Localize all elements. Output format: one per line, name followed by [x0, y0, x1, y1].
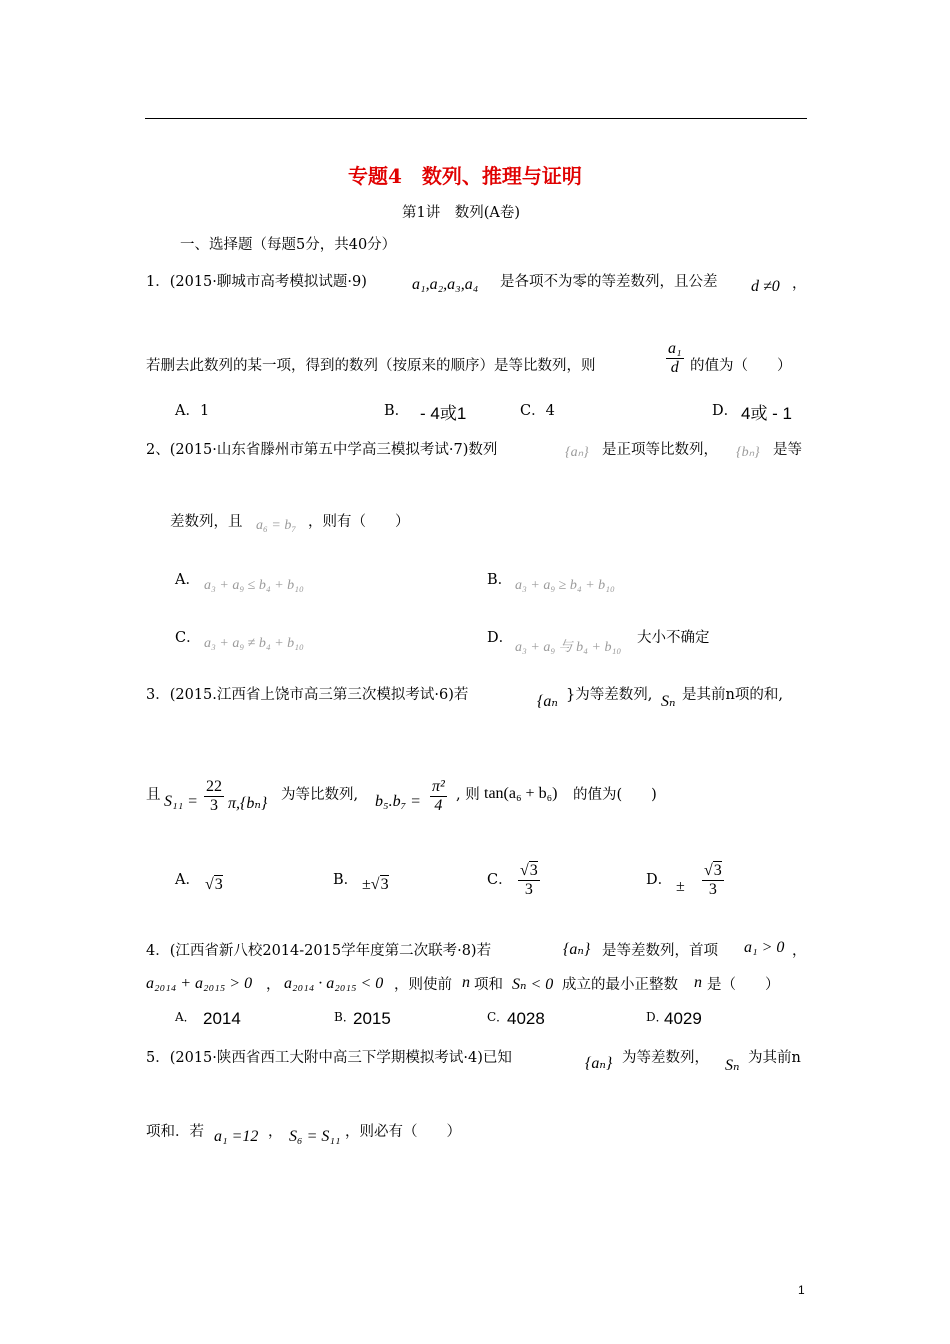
q1-line2-end: 的值为（ ） [690, 358, 792, 374]
q3-an: {aₙ [537, 693, 558, 710]
q4-n2: n [694, 974, 702, 991]
q2-option-a-label: A． [175, 572, 200, 588]
q1-option-a: A．1 [175, 403, 210, 419]
q3-tan: tan(a₆ + b₆) [484, 785, 558, 802]
q3-end: 的值为( ) [573, 787, 657, 803]
q5-sn: Sₙ [725, 1057, 740, 1074]
q3-fraction-1: $\frac{22}{3}$ [206, 778, 222, 814]
q3-line2a: 且 [146, 787, 161, 803]
q4-option-a-label: A． [175, 1010, 196, 1024]
q2-condition: a₆ = b₇ [256, 518, 297, 533]
q3-sn: Sₙ [661, 693, 676, 710]
q3-mid: 为等比数列, [281, 787, 359, 803]
q1-line2: 若删去此数列的某一项，得到的数列（按原来的顺序）是等比数列，则 [146, 358, 596, 374]
chapter-title: 专题4 数列、推理与证明 [348, 164, 582, 188]
header-rule [145, 118, 807, 119]
q2-option-d: a₃ + a₉ 与 b₄ + b₁₀ [515, 640, 622, 655]
section-heading: 一、选择题（每题5分，共40分） [180, 237, 397, 253]
q5-text1: 为等差数列， [622, 1050, 709, 1066]
q1-option-d-label: D． [712, 403, 739, 419]
q2-an: {aₙ} [565, 445, 589, 460]
q1-fraction: $\frac{\text{a₁}}{d}$ [668, 340, 682, 376]
q4-text1: 是等差数列，首项 [602, 943, 718, 959]
q5-line2c: ，则必有（ ） [345, 1124, 461, 1140]
q3-b5b7: b₅.b₇ = [375, 793, 421, 810]
q2-option-d-tail: 大小不确定 [637, 630, 710, 646]
lecture-title: 第1讲 数列(A卷) [402, 205, 521, 221]
q4-product: a₂₀₁₄ · a₂₀₁₅ < 0 [284, 975, 384, 992]
q3-text2: 是其前n项的和, [682, 687, 783, 703]
q3-option-c: $\frac{√3}{3}$ [520, 862, 538, 898]
q2-option-b-label: B． [487, 572, 513, 588]
q4-sep1: ， [266, 977, 281, 993]
q4-option-d-label: D． [646, 1010, 668, 1024]
q1-sequence: a₁,a₂,a₃,a₄ [412, 276, 479, 293]
q4-option-c: 4028 [507, 1009, 545, 1028]
q2-text2: 是等 [773, 442, 802, 458]
q5-s6-s11: S₆ = S₁₁ [289, 1128, 341, 1145]
q3-s11: S₁₁ = [164, 793, 198, 810]
q1-comma: ， [792, 276, 807, 292]
q3-option-d-label: D． [646, 872, 673, 888]
q4-source: 4．(江西省新八校2014-2015学年度第二次联考·8)若 [146, 943, 492, 959]
q3-option-a: √3 [205, 876, 223, 893]
q5-source: 5．(2015·陕西省西工大附中高三下学期模拟考试·4)已知 [146, 1050, 512, 1066]
q4-c1: ， [792, 943, 807, 959]
q3-option-a-label: A． [175, 872, 200, 888]
q1-option-b-label: B． [384, 403, 410, 419]
q4-an: {aₙ} [563, 941, 591, 958]
q5-a1: a₁ =12 [214, 1128, 259, 1145]
q4-option-d: 4029 [664, 1009, 702, 1028]
q3-option-c-label: C． [487, 872, 513, 888]
q3-s11-tail: π,{bₙ} [228, 795, 268, 812]
q5-text2: 为其前n [748, 1050, 801, 1066]
q4-n1: n [462, 974, 470, 991]
q3-then: , 则 [456, 787, 480, 803]
q2-option-b: a₃ + a₉ ≥ b₄ + b₁₀ [515, 578, 615, 593]
q1-source: 1．(2015·聊城市高考模拟试题·9) [146, 274, 367, 290]
q2-option-a: a₃ + a₉ ≤ b₄ + b₁₀ [204, 578, 304, 593]
q3-source: 3．(2015.江西省上饶市高三第三次模拟考试·6)若 [146, 687, 469, 703]
q5-sep: ， [268, 1124, 283, 1140]
q4-option-b-label: B． [334, 1010, 355, 1024]
q4-option-b: 2015 [353, 1009, 391, 1028]
q1-text: 是各项不为零的等差数列，且公差 [500, 274, 718, 290]
q2-line2a: 差数列，且 [170, 514, 243, 530]
q3-text1: }为等差数列, [566, 687, 653, 703]
q2-text1: 是正项等比数列， [602, 442, 718, 458]
q4-text4: 成立的最小正整数 [562, 977, 678, 993]
q2-line2b: ，则有（ ） [308, 514, 410, 530]
q4-text3: 项和 [474, 977, 503, 993]
q2-option-c: a₃ + a₉ ≠ b₄ + b₁₀ [204, 636, 304, 651]
q2-option-d-label: D． [487, 630, 514, 646]
q4-sum: a₂₀₁₄ + a₂₀₁₅ > 0 [146, 975, 253, 992]
q3-option-b-label: B． [333, 872, 359, 888]
q3-option-d-sign: ± [676, 878, 685, 895]
q4-option-a: 2014 [203, 1009, 241, 1028]
q5-an: {aₙ} [585, 1055, 613, 1072]
q5-line2a: 项和．若 [146, 1124, 204, 1140]
q2-source: 2、(2015·山东省滕州市第五中学高三模拟考试·7)数列 [146, 442, 498, 458]
q4-sn: Sₙ < 0 [512, 976, 554, 993]
q4-a1: a₁ > 0 [744, 939, 785, 956]
q4-text2: ，则使前 [394, 977, 452, 993]
q1-option-c: C．4 [520, 403, 555, 419]
q3-option-d: $\frac{√3}{3}$ [704, 862, 722, 898]
q4-option-c-label: C． [487, 1010, 509, 1024]
q3-fraction-2: $\frac{\text{π²}}{4}$ [432, 778, 445, 814]
q1-option-b: - 4或1 [420, 404, 467, 423]
q1-d: d ≠0 [751, 278, 780, 295]
q2-bn: {bₙ} [736, 445, 760, 460]
page-number: 1 [798, 1283, 805, 1297]
q4-text5: 是（ ） [707, 977, 780, 993]
q3-option-b: ±√3 [362, 876, 389, 893]
q2-option-c-label: C． [175, 630, 201, 646]
q1-option-d: 4或 - 1 [741, 404, 793, 423]
